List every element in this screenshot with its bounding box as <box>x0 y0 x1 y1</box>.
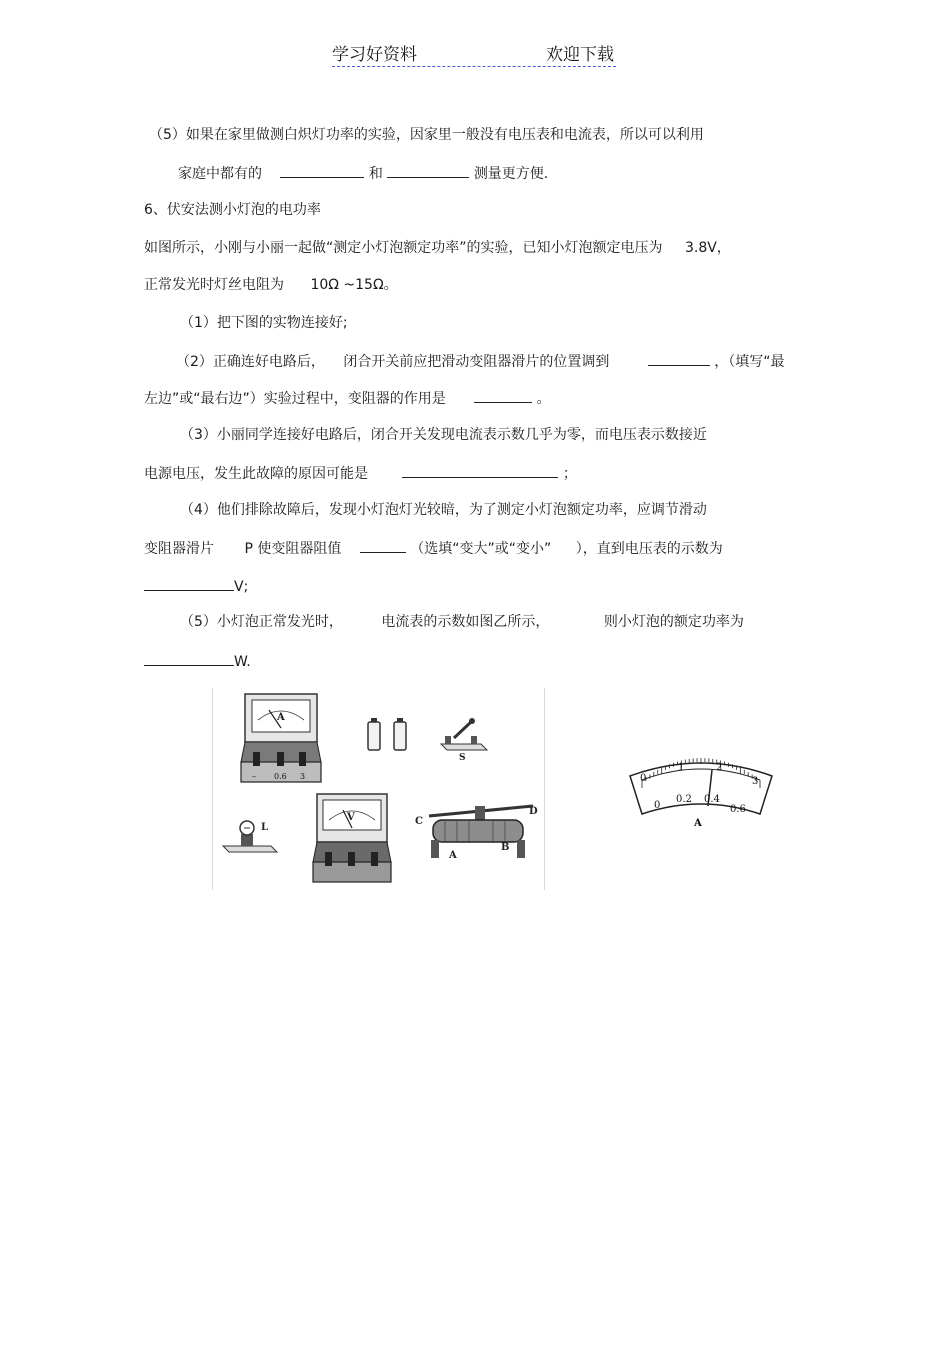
sub-question-1: （1）把下图的实物连接好; <box>180 315 348 331</box>
answer-blank[interactable] <box>402 463 558 478</box>
section-6-title: 6、伏安法测小灯泡的电功率 <box>144 202 321 218</box>
answer-blank[interactable] <box>360 538 406 553</box>
inner-scale-02: 0.2 <box>676 794 692 805</box>
sub-question-2-cont <box>144 388 551 408</box>
text: 家庭中都有的 <box>178 166 262 182</box>
text: ； <box>562 466 577 482</box>
ammeter-terminal-06: 0.6 <box>274 772 287 781</box>
answer-blank[interactable] <box>474 388 532 403</box>
sub-question-2 <box>176 351 785 371</box>
ammeter-terminal-neg: – <box>252 772 256 781</box>
sub-question-5 <box>180 613 744 631</box>
resistance-range: 10Ω ~15Ω。 <box>310 277 398 293</box>
lamp <box>223 821 277 852</box>
rheostat-label-b: B <box>501 842 510 853</box>
header-right: 欢迎下载 <box>546 45 614 65</box>
page-header <box>332 40 616 67</box>
voltmeter <box>313 794 391 882</box>
text: 电流表的示数如图乙所示， <box>381 614 550 630</box>
rheostat-label-a: A <box>449 850 457 861</box>
text: ），直到电压表的示数为 <box>575 541 723 557</box>
inner-scale-04: 0.4 <box>704 794 720 805</box>
sub-question-3-cont <box>144 463 577 483</box>
text: （选填“变大”或“变小” <box>410 541 552 557</box>
rated-voltage: 3.8V， <box>684 240 731 256</box>
text: V; <box>234 579 249 595</box>
sub-question-3: （3）小丽同学连接好电路后，闭合开关发现电流表示数几乎为零，而电压表示数接近 <box>180 427 707 443</box>
equipment-figure <box>212 688 545 890</box>
answer-blank[interactable] <box>144 576 234 591</box>
ammeter-terminal-3: 3 <box>300 772 306 781</box>
header-left: 学习好资料 <box>332 45 417 65</box>
text: 和 <box>368 166 383 182</box>
text: 正常发光时灯丝电阻为 <box>144 277 284 293</box>
answer-blank[interactable] <box>387 163 469 178</box>
battery-cells <box>368 718 406 750</box>
text: 测量更方便. <box>473 166 549 182</box>
text: （5）小灯泡正常发光时， <box>180 614 343 630</box>
text: （2）正确连好电路后， <box>176 354 325 370</box>
outer-scale-3: 3 <box>752 776 759 787</box>
text: 则小灯泡的额定功率为 <box>603 614 744 630</box>
ammeter-scale-drawing <box>628 756 774 830</box>
answer-blank[interactable] <box>280 163 364 178</box>
text: 使变阻器阻值 <box>257 541 342 557</box>
lamp-label: L <box>261 822 269 833</box>
ammeter <box>241 694 321 782</box>
text: W. <box>234 654 251 670</box>
rheostat-label-d: D <box>529 806 538 817</box>
slider-letter: P <box>244 541 253 557</box>
answer-blank[interactable] <box>648 351 710 366</box>
intro-line-1 <box>144 239 731 257</box>
rheostat <box>415 806 538 861</box>
ammeter-letter: A <box>277 712 285 723</box>
question-5-line: （5）如果在家里做测白炽灯功率的实验，因家里一般没有电压表和电流表，所以可以利用 <box>149 127 704 143</box>
inner-scale-0: 0 <box>654 800 661 811</box>
rheostat-label-c: C <box>415 816 423 827</box>
voltmeter-letter: V <box>347 812 355 823</box>
outer-scale-0: 0 <box>640 773 647 784</box>
sub-question-4-cont <box>144 538 723 558</box>
text: 。 <box>536 391 551 407</box>
scale-unit: A <box>694 818 702 829</box>
switch <box>441 718 487 763</box>
equipment-drawing <box>213 688 544 890</box>
answer-blank[interactable] <box>144 651 234 666</box>
outer-scale-2: 2 <box>716 762 723 773</box>
text: 左边”或“最右边”）实验过程中，变阻器的作用是 <box>144 391 446 407</box>
question-5-blanks <box>178 163 548 183</box>
text: 闭合开关前应把滑动变阻器滑片的位置调到 <box>343 354 610 370</box>
power-answer-line <box>144 651 251 671</box>
voltage-answer-line <box>144 576 248 596</box>
text: ，（填写“最 <box>714 354 785 370</box>
switch-label: S <box>459 753 466 763</box>
inner-scale-06: 0.6 <box>730 804 746 815</box>
text: 如图所示，小刚与小丽一起做“测定小灯泡额定功率”的实验，已知小灯泡额定电压为 <box>144 240 663 256</box>
text: 电源电压，发生此故障的原因可能是 <box>144 466 368 482</box>
text: 变阻器滑片 <box>144 541 214 557</box>
outer-scale-1: 1 <box>678 762 685 773</box>
ammeter-scale-figure <box>628 756 774 830</box>
intro-line-2 <box>144 276 398 294</box>
sub-question-4: （4）他们排除故障后，发现小灯泡灯光较暗，为了测定小灯泡额定功率，应调节滑动 <box>180 502 707 518</box>
